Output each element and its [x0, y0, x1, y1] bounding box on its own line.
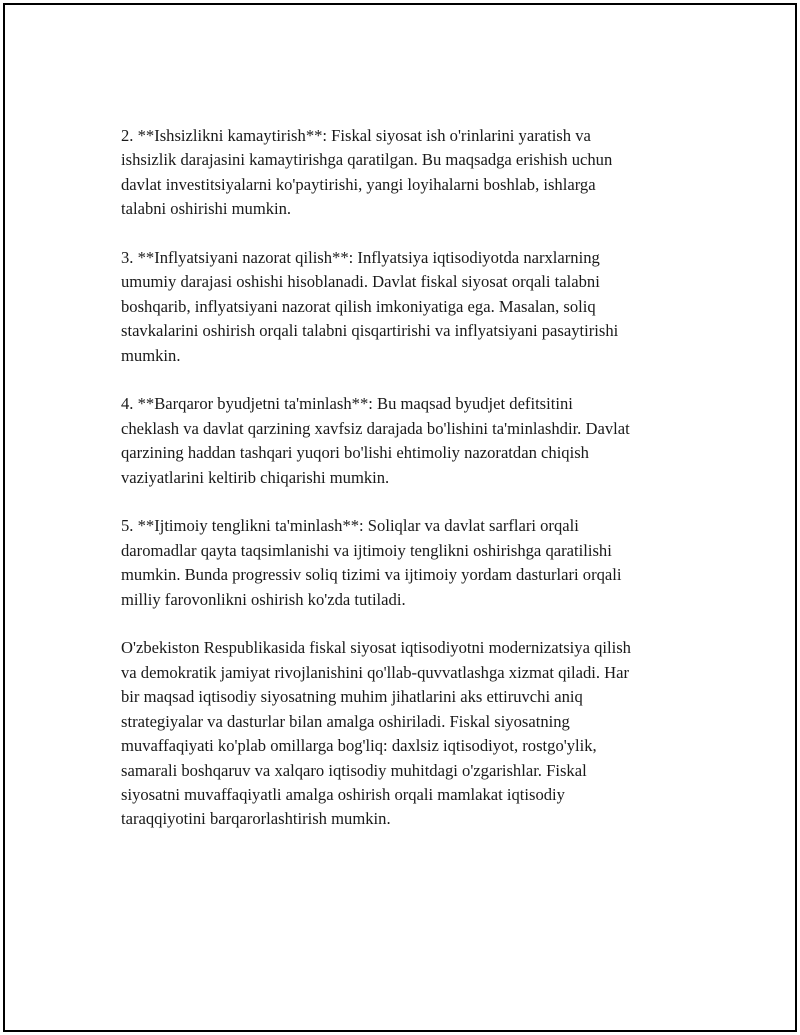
text-line: davlat investitsiyalarni ko'paytirishi, yangi loyihalarni boshlab, ishlarga — [121, 174, 596, 194]
text-line: va demokratik jamiyat rivojlanishini qo'llab-quvvatlashga xizmat qiladi. Har — [121, 662, 630, 682]
paragraph-unemployment — [121, 124, 696, 222]
text-line: taraqqiyotini barqarorlashtirish mumkin. — [121, 809, 391, 829]
text-line: 3. **Inflyatsiyani nazorat qilish**: Inflyatsiya iqtisodiyotda narxlarning — [121, 248, 600, 268]
text-line: 5. **Ijtimoiy tenglikni ta'minlash**: Soliqlar va davlat sarflari orqali — [121, 516, 579, 536]
text-line: ishsizlik darajasini kamaytirishga qaratilgan. Bu maqsadga erishish uchun — [121, 150, 613, 170]
text-line: milliy farovonlikni oshirish ko'zda tutiladi. — [121, 589, 406, 609]
text-line: mumkin. — [121, 345, 181, 365]
text-line: samarali boshqaruv va xalqaro iqtisodiy muhitdagi o'zgarishlar. Fiskal — [121, 760, 587, 780]
paragraph-inflation — [121, 246, 696, 368]
text-line: stavkalarini oshirish orqali talabni qisqartirishi va inflyatsiyani pasaytirishi — [121, 321, 619, 341]
paragraph-budget — [121, 392, 696, 490]
text-line: mumkin. Bunda progressiv soliq tizimi va ijtimoiy yordam dasturlari orqali — [121, 565, 622, 585]
text-line: talabni oshirishi mumkin. — [121, 199, 292, 219]
text-line: bir maqsad iqtisodiy siyosatning muhim jihatlarini aks ettiruvchi aniq — [121, 687, 583, 707]
text-line: siyosatni muvaffaqiyatli amalga oshirish orqali mamlakat iqtisodiy — [121, 784, 565, 804]
text-line: vaziyatlarini keltirib chiqarishi mumkin. — [121, 467, 390, 487]
text-line: cheklash va davlat qarzining xavfsiz darajada bo'lishini ta'minlashdir. Davlat — [121, 418, 630, 438]
text-line: qarzining haddan tashqari yuqori bo'lishi ehtimoliy nazoratdan chiqish — [121, 443, 589, 463]
paragraph-conclusion — [121, 636, 696, 831]
text-line: O'zbekiston Respublikasida fiskal siyosat iqtisodiyotni modernizatsiya qilish — [121, 638, 631, 658]
text-line: strategiyalar va dasturlar bilan amalga oshiriladi. Fiskal siyosatning — [121, 711, 570, 731]
document-body — [121, 124, 696, 856]
text-line: muvaffaqiyati ko'plab omillarga bog'liq: daxlsiz iqtisodiyot, rostgo'ylik, — [121, 736, 597, 756]
text-line: umumiy darajasi oshishi hisoblanadi. Davlat fiskal siyosat orqali talabni — [121, 272, 600, 292]
text-line: boshqarib, inflyatsiyani nazorat qilish imkoniyatiga ega. Masalan, soliq — [121, 296, 596, 316]
page-frame — [3, 3, 797, 1032]
text-line: daromadlar qayta taqsimlanishi va ijtimoiy tenglikni oshirishga qaratilishi — [121, 540, 612, 560]
text-line: 2. **Ishsizlikni kamaytirish**: Fiskal siyosat ish o'rinlarini yaratish va — [121, 126, 591, 145]
text-line: 4. **Barqaror byudjetni ta'minlash**: Bu maqsad byudjet defitsitini — [121, 394, 573, 414]
paragraph-social-equality — [121, 514, 696, 612]
